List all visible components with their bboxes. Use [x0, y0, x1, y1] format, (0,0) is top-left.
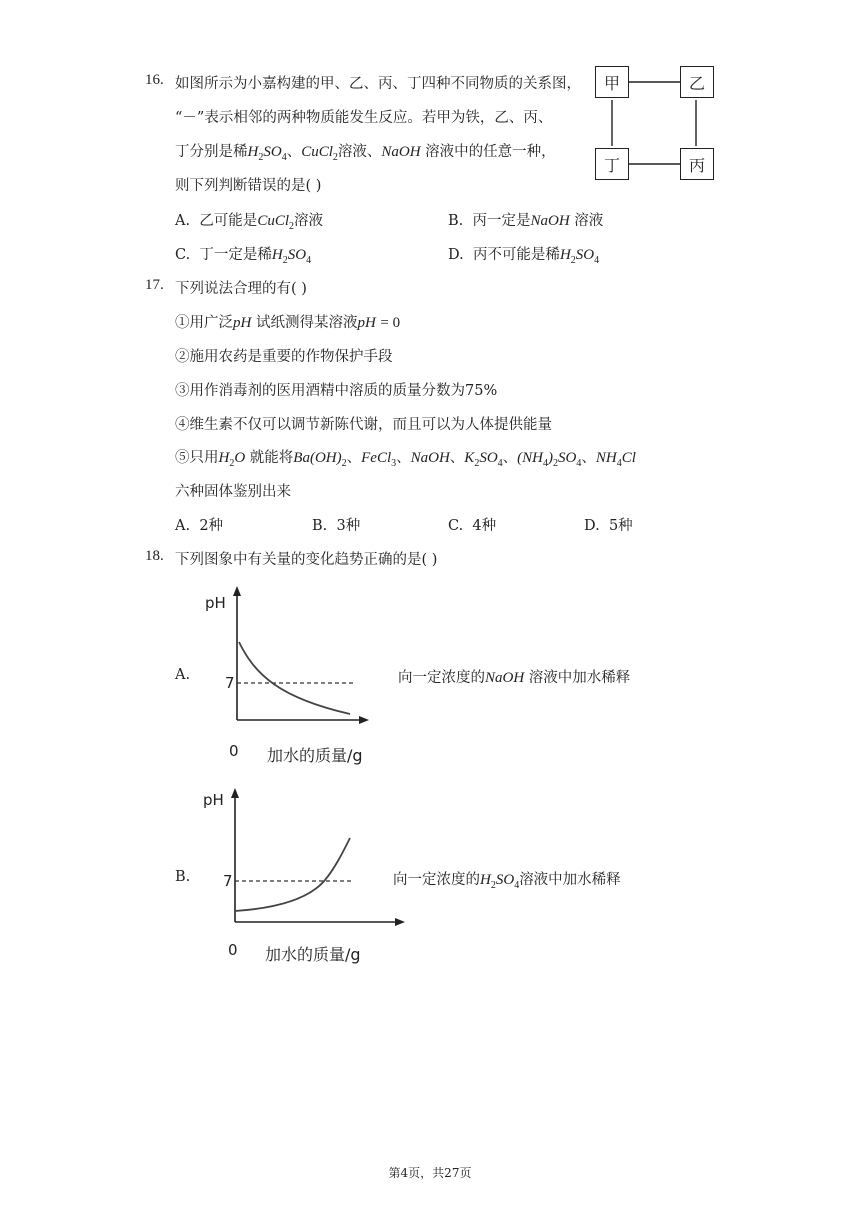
y-axis-arrow-icon [231, 788, 239, 798]
q18-option-a-letter[interactable]: A. [175, 667, 191, 683]
q18-option-a-text: 向一定浓度的NaOH 溶液中加水稀释 [398, 670, 631, 686]
q17-statement-5-cont: 六种固体鉴别出来 [175, 484, 291, 500]
q17-option-a[interactable]: A. 2种 [175, 518, 224, 534]
box-yi: 乙 [680, 66, 714, 98]
ph7-tick-label: 7 [225, 674, 235, 692]
x-axis-arrow-icon [359, 716, 369, 724]
q16-option-a[interactable]: A. 乙可能是CuCl$_2$溶液 [175, 213, 323, 232]
ph7-tick-label: 7 [223, 872, 233, 890]
box-jia: 甲 [595, 66, 629, 98]
q16-option-c[interactable]: C. 丁一定是稀$H_2SO_4$ [175, 247, 312, 266]
box-ding: 丁 [595, 148, 629, 180]
q18-option-b-text: 向一定浓度的$H_2SO_4$溶液中加水稀释 [393, 872, 621, 891]
q17-statement-5: ⑤只用$H_2O$ 就能将$Ba(OH)_2$、FeCl$_3$、NaOH、$K_2SO_4$、$(NH_4)_2SO_4$、$NH_4Cl$ [175, 450, 636, 469]
q16-line2: “－”表示相邻的两种物质能发生反应。若甲为铁，乙、丙、 [175, 110, 553, 126]
q18-graph-a [195, 580, 375, 770]
q16-line4: 则下列判断错误的是( ) [175, 178, 322, 194]
x-axis-label: 加水的质量/g [265, 945, 361, 964]
box-bing: 丙 [680, 148, 714, 180]
q17-option-d[interactable]: D. 5种 [584, 518, 633, 534]
q17-stem: 下列说法合理的有( ) [175, 281, 307, 297]
q17-statement-1: ①用广泛pH 试纸测得某溶液pH = 0 [175, 315, 401, 331]
y-axis-label: pH [205, 594, 226, 612]
q17-statement-2: ②施用农药是重要的作物保护手段 [175, 349, 393, 365]
q16-option-b[interactable]: B. 丙一定是NaOH 溶液 [448, 213, 604, 229]
q18-graph-b [195, 780, 410, 970]
x-axis-label: 加水的质量/g [267, 746, 363, 765]
y-axis-arrow-icon [233, 586, 241, 596]
q18-option-b-letter[interactable]: B. [175, 869, 191, 885]
q16-number: 16. [145, 72, 164, 88]
origin-label: 0 [228, 941, 238, 959]
q17-number: 17. [145, 277, 164, 293]
q16-line3: 丁分别是稀$H_2SO_4$、CuCl$_2$溶液、NaOH 溶液中的任意一种， [175, 144, 556, 163]
q16-option-d[interactable]: D. 丙不可能是稀$H_2SO_4$ [448, 247, 600, 266]
q16-line1: 如图所示为小嘉构建的甲、乙、丙、丁四种不同物质的关系图， [175, 76, 581, 92]
y-axis-label: pH [203, 791, 224, 809]
q17-statement-3: ③用作消毒剂的医用酒精中溶质的质量分数为75% [175, 383, 498, 399]
page-footer: 第4页，共27页 [388, 1166, 472, 1180]
q18-stem: 下列图象中有关量的变化趋势正确的是( ) [175, 552, 438, 568]
q17-statement-4: ④维生素不仅可以调节新陈代谢，而且可以为人体提供能量 [175, 417, 552, 433]
q17-option-c[interactable]: C. 4种 [448, 518, 497, 534]
ph-curve [239, 642, 350, 714]
origin-label: 0 [229, 742, 239, 760]
q17-option-b[interactable]: B. 3种 [312, 518, 361, 534]
q18-number: 18. [145, 548, 164, 564]
ph-curve [235, 838, 350, 911]
x-axis-arrow-icon [395, 918, 405, 926]
